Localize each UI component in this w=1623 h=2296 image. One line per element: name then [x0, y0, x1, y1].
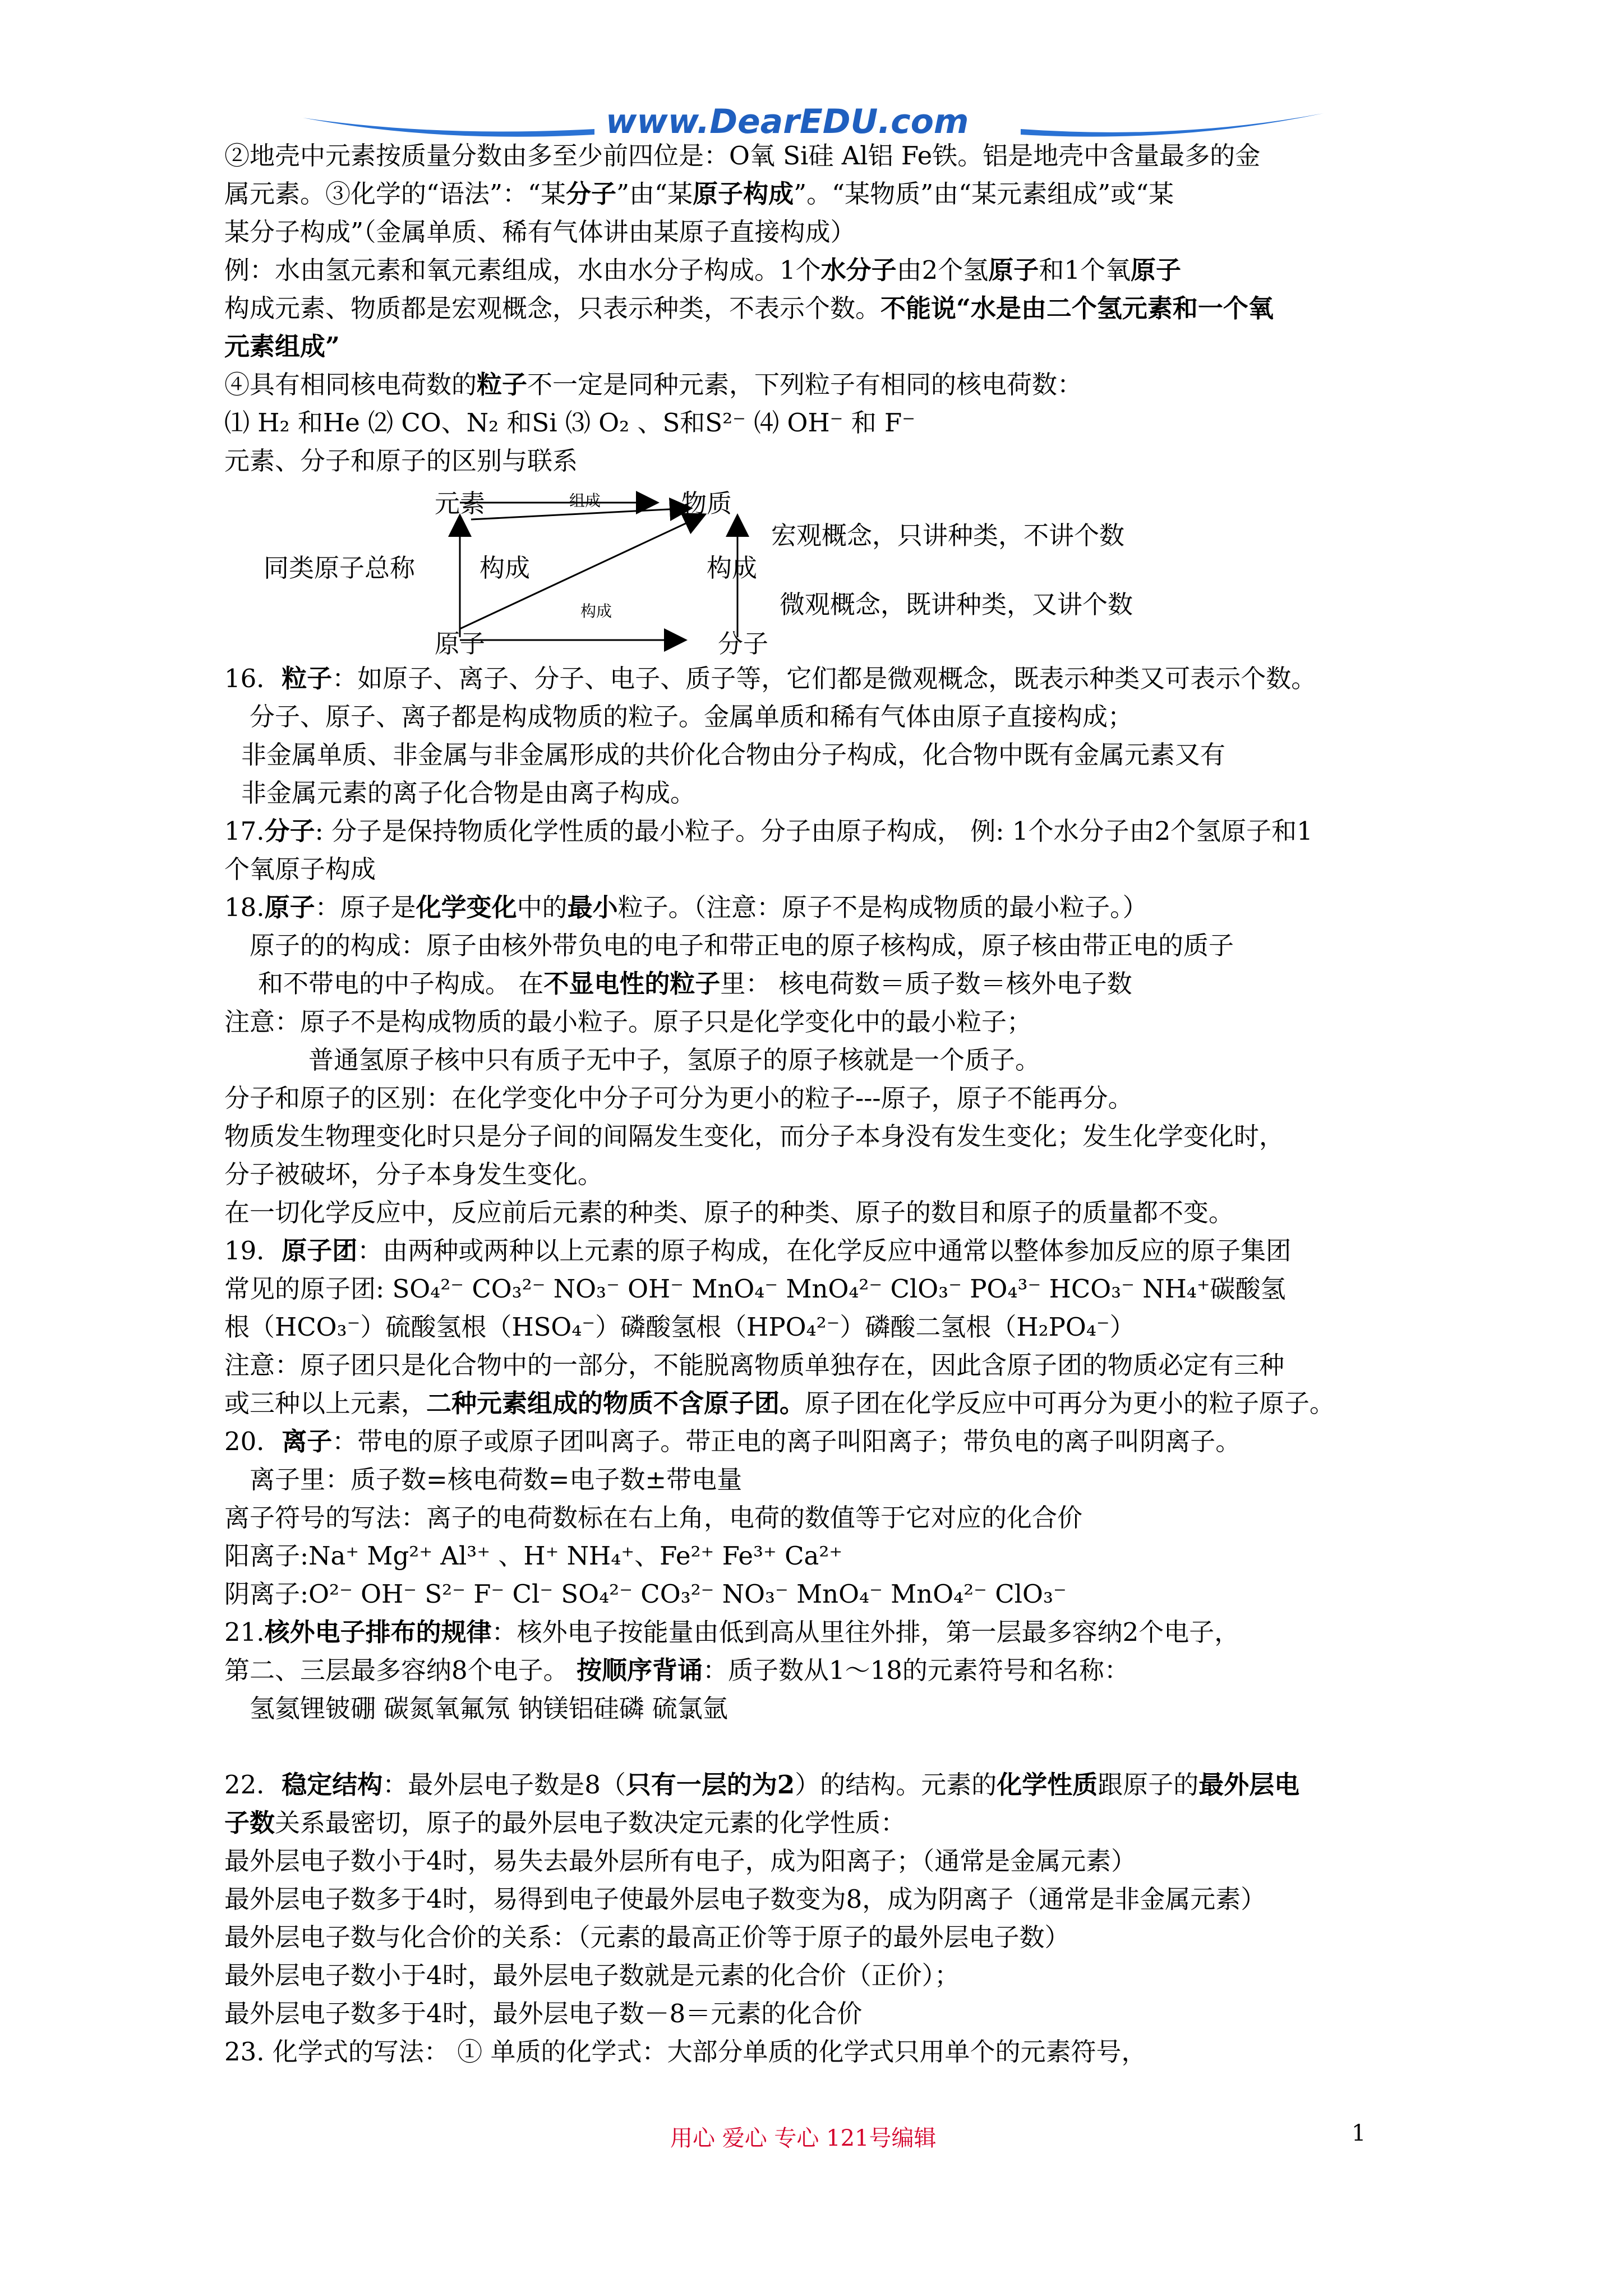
diagram-yuansu: 元素 — [435, 489, 486, 518]
diagram-goucheng-small: 构成 — [580, 602, 612, 620]
line: 物质发生物理变化时只是分子间的间隔发生变化，而分子本身没有发生变化；发生化学变化时， — [224, 1121, 1285, 1151]
diagram-wuzhi: 物质 — [681, 489, 732, 518]
formula-line: 根（HCO₃⁻）硫酸氢根（HSO₄⁻）磷酸氢根（HPO₄²⁻）磷酸二氢根（H₂PO₄⁻） — [224, 1312, 1135, 1342]
line: 第二、三层最多容纳8个电子。 按顺序背诵：质子数从1～18的元素符号和名称： — [224, 1655, 1129, 1685]
formula-line: 阳离子:Na⁺ Mg²⁺ Al³⁺ 、H⁺ NH₄⁺、Fe²⁺ Fe³⁺ Ca²⁺ — [224, 1541, 843, 1571]
formula-line: 常见的原子团: SO₄²⁻ CO₃²⁻ NO₃⁻ OH⁻ MnO₄⁻ MnO₄²⁻ ClO₃⁻ PO₄³⁻ HCO₃⁻ NH₄⁺碳酸氢 — [224, 1274, 1286, 1304]
diagram-yuanzi: 原子 — [435, 629, 486, 659]
blank-line — [224, 1728, 1436, 1766]
line: 17.分子: 分子是保持物质化学性质的最小粒子。分子由原子构成， 例: 1个水分子由2个氢原子和1 — [224, 816, 1313, 846]
line: 最外层电子数与化合价的关系：（元素的最高正价等于原子的最外层电子数） — [224, 1922, 1070, 1952]
line: 分子和原子的区别：在化学变化中分子可分为更小的粒子---原子，原子不能再分。 — [224, 1083, 1133, 1113]
line: 分子被破坏，分子本身发生变化。 — [224, 1159, 603, 1189]
line: 19．原子团：由两种或两种以上元素的原子构成，在化学反应中通常以整体参加反应的原子集团 — [224, 1236, 1292, 1266]
formula-line: ⑴ H₂ 和He ⑵ CO、N₂ 和Si ⑶ O₂ 、S和S²⁻ ⑷ OH⁻ 和 F⁻ — [224, 408, 916, 438]
line: 注意：原子团只是化合物中的一部分，不能脱离物质单独存在，因此含原子团的物质必定有三种 — [224, 1350, 1285, 1380]
line: 例：水由氢元素和氧元素组成，水由水分子构成。1个水分子由2个氢原子和1个氧原子 — [224, 255, 1181, 285]
line: 最外层电子数多于4时，易得到电子使最外层电子数变为8，成为阴离子（通常是非金属元素） — [224, 1884, 1266, 1914]
diagram-goucheng-left: 构成 — [479, 553, 531, 583]
line: 元素、分子和原子的区别与联系 — [224, 446, 578, 476]
line: ②地壳中元素按质量分数由多至少前四位是：O氧 Si硅 Al铝 Fe铁。铝是地壳中含量最多的金 — [224, 141, 1261, 171]
document-body — [224, 137, 1436, 2071]
line: 22．稳定结构：最外层电子数是8（只有一层的为2）的结构。元素的化学性质跟原子的最外层电 — [224, 1770, 1300, 1800]
diagram-fenzi: 分子 — [718, 629, 769, 659]
line: 和不带电的中子构成。 在不显电性的粒子里： 核电荷数＝质子数＝核外电子数 — [258, 969, 1132, 999]
diagram-micro: 微观概念，既讲种类，又讲个数 — [780, 590, 1133, 619]
line: 16．粒子：如原子、离子、分子、电子、质子等，它们都是微观概念，既表示种类又可表示个数。 — [224, 664, 1317, 693]
line: 离子里：质子数=核电荷数=电子数±带电量 — [250, 1465, 743, 1494]
line: 最外层电子数小于4时，最外层电子数就是元素的化合价（正价）； — [224, 1961, 960, 1990]
diagram-macro: 宏观概念，只讲种类，不讲个数 — [771, 521, 1125, 550]
line: 最外层电子数多于4时，最外层电子数－8＝元素的化合价 — [224, 1999, 863, 2028]
line: 或三种以上元素，二种元素组成的物质不含原子团。原子团在化学反应中可再分为更小的粒子原子。 — [224, 1388, 1335, 1418]
line: 18.原子：原子是化学变化中的最小粒子。（注意：原子不是构成物质的最小粒子。） — [224, 892, 1148, 922]
line: 原子的的构成：原子由核外带负电的电子和带正电的原子核构成，原子核由带正电的质子 — [250, 931, 1234, 960]
line: 属元素。③化学的“语法”：“某分子”由“某原子构成”。“某物质”由“某元素组成”或“某 — [224, 179, 1174, 209]
line: 子数关系最密切，原子的最外层电子数决定元素的化学性质： — [224, 1808, 906, 1838]
line: ④具有相同核电荷数的粒子不一定是同种元素，下列粒子有相同的核电荷数： — [224, 370, 1083, 399]
line: 21.核外电子排布的规律：核外电子按能量由低到高从里往外排，第一层最多容纳2个电子， — [224, 1617, 1240, 1647]
line: 个氧原子构成 — [224, 854, 376, 884]
line: 分子、原子、离子都是构成物质的粒子。金属单质和稀有气体由原子直接构成； — [250, 702, 1133, 731]
line: 非金属单质、非金属与非金属形成的共价化合物由分子构成，化合物中既有金属元素又有 — [241, 740, 1226, 770]
formula-line: 阴离子:O²⁻ OH⁻ S²⁻ F⁻ Cl⁻ SO₄²⁻ CO₃²⁻ NO₃⁻ MnO₄⁻ MnO₄²⁻ ClO₃⁻ — [224, 1579, 1067, 1609]
line: 普通氢原子核中只有质子无中子，氢原子的原子核就是一个质子。 — [308, 1045, 1041, 1075]
line: 注意：原子不是构成物质的最小粒子。原子只是化学变化中的最小粒子； — [224, 1007, 1032, 1037]
relationship-diagram — [224, 480, 1436, 660]
diagram-tonglei: 同类原子总称 — [264, 553, 416, 583]
diagram-zucheng: 组成 — [569, 491, 601, 510]
line: 20．离子：带电的原子或原子团叫离子。带正电的离子叫阳离子；带负电的离子叫阴离子。 — [224, 1427, 1241, 1456]
line: 元素组成” — [224, 332, 340, 361]
line: 最外层电子数小于4时，易失去最外层所有电子，成为阳离子；（通常是金属元素） — [224, 1846, 1137, 1876]
line: 某分子构成”（金属单质、稀有气体讲由某原子直接构成） — [224, 217, 856, 247]
diagram-goucheng-right: 构成 — [707, 553, 758, 583]
line: 在一切化学反应中，反应前后元素的种类、原子的种类、原子的数目和原子的质量都不变。 — [224, 1198, 1234, 1227]
line: 构成元素、物质都是宏观概念，只表示种类，不表示个数。不能说“水是由二个氢元素和一个氧 — [224, 293, 1274, 323]
footer-text: 用心 爱心 专心 121号编辑 — [670, 2125, 937, 2151]
line: 非金属元素的离子化合物是由离子构成。 — [241, 778, 696, 808]
line: 23. 化学式的写法： ① 单质的化学式：大部分单质的化学式只用单个的元素符号， — [224, 2037, 1147, 2067]
line: 离子符号的写法：离子的电荷数标在右上角，电荷的数值等于它对应的化合价 — [224, 1503, 1083, 1533]
site-logo-text: www.DearEDU.com — [606, 102, 969, 141]
line: 氢氦锂铍硼 碳氮氧氟氖 钠镁铝硅磷 硫氯氩 — [250, 1694, 728, 1723]
page-number: 1 — [1352, 2120, 1366, 2146]
